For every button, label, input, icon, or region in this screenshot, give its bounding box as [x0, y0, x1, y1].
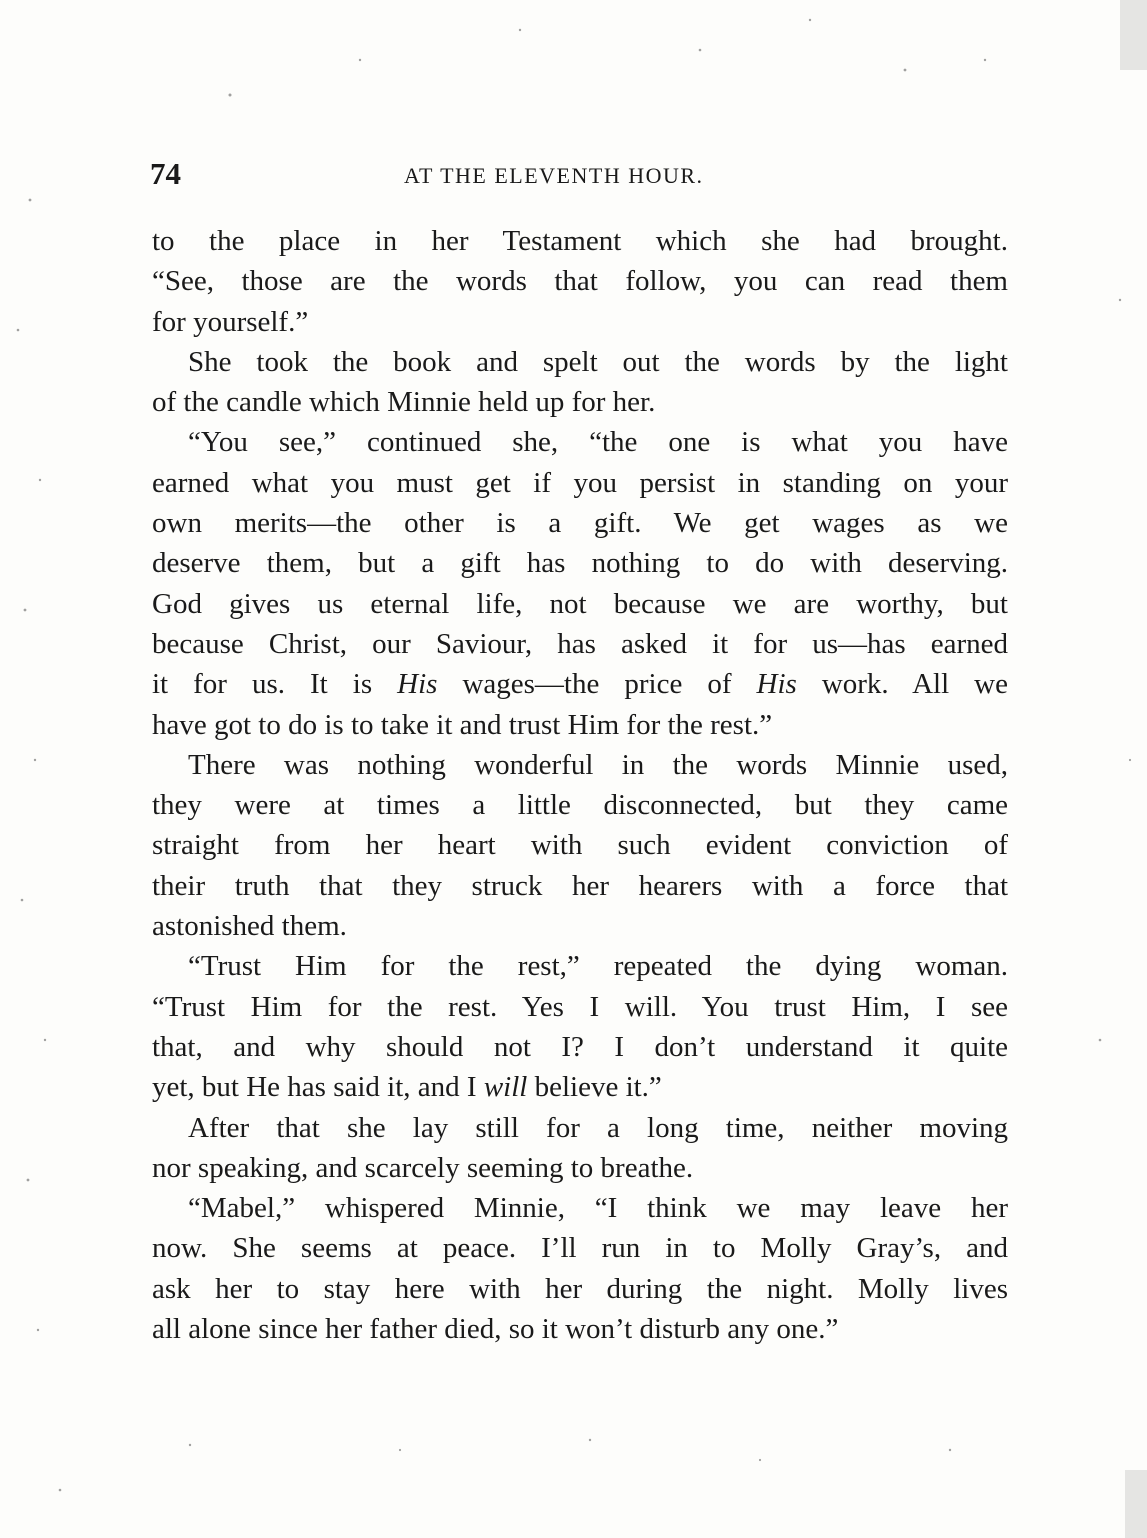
page-number: 74 [150, 156, 181, 191]
text-line [152, 624, 1008, 664]
text-line [152, 221, 1008, 261]
text-run: deserve them, but a gift has nothing to do with deserving. [152, 547, 1008, 580]
text-run: earned what you must get if you persist in standing on your [152, 466, 1008, 499]
text-line [152, 261, 1008, 301]
text-run: all alone since her father died, so it won’t disturb any one.” [152, 1313, 839, 1346]
text-run: “Trust Him for the rest. Yes I will. You trust Him, I see [152, 990, 1008, 1023]
italic-text: will [483, 1071, 528, 1104]
text-run: nor speaking, and scarcely seeming to breathe. [152, 1151, 694, 1184]
text-run: “See, those are the words that follow, you can read them [152, 265, 1008, 298]
text-run: work. All we [796, 668, 1008, 701]
text-line [152, 342, 1008, 382]
text-line [152, 302, 1008, 342]
text-run: astonished them. [152, 910, 347, 943]
paragraph [152, 221, 1008, 342]
paragraph [152, 422, 1008, 744]
text-run: straight from her heart with such evident conviction of [152, 829, 1008, 862]
text-run: There was nothing wonderful in the words Minnie used, [188, 748, 1008, 781]
paragraph [152, 1108, 1008, 1189]
text-line [152, 1108, 1008, 1148]
text-line [152, 987, 1008, 1027]
text-line [152, 1309, 1008, 1349]
text-line [152, 825, 1008, 865]
text-line [152, 664, 1008, 704]
text-run: “You see,” continued she, “the one is what you have [188, 426, 1008, 459]
text-line [152, 705, 1008, 745]
text-run: own merits—the other is a gift. We get wages as we [152, 507, 1008, 540]
paragraph [152, 342, 1008, 423]
text-line [152, 584, 1008, 624]
italic-text: His [756, 668, 797, 701]
text-run: She took the book and spelt out the words by the light [188, 345, 1008, 378]
text-line [152, 422, 1008, 462]
text-run: of the candle which Minnie held up for her. [152, 386, 656, 419]
text-run: After that she lay still for a long time, neither moving [188, 1111, 1008, 1144]
text-run: to the place in her Testament which she had brought. [152, 225, 1008, 257]
paragraph [152, 1188, 1008, 1349]
text-run: God gives us eternal life, not because we are worthy, but [152, 587, 1008, 620]
body-text [152, 221, 1008, 1349]
text-line [152, 906, 1008, 946]
text-run: now. She seems at peace. I’ll run in to Molly Gray’s, and [152, 1232, 1008, 1265]
text-run: their truth that they struck her hearers with a force that [152, 869, 1008, 902]
italic-text: His [397, 668, 438, 701]
text-line [152, 785, 1008, 825]
text-run: they were at times a little disconnected, but they came [152, 789, 1008, 822]
text-line [152, 866, 1008, 906]
text-run: for yourself.” [152, 305, 309, 338]
text-line [152, 946, 1008, 986]
text-run: it for us. It is [152, 668, 398, 701]
text-line [152, 1269, 1008, 1309]
text-line [152, 503, 1008, 543]
paragraph [152, 946, 1008, 1107]
text-line [152, 463, 1008, 503]
text-line [152, 1027, 1008, 1067]
text-line [152, 543, 1008, 583]
text-run: that, and why should not I? I don’t understand it quite [152, 1030, 1008, 1063]
text-run: wages—the price of [437, 668, 757, 701]
text-run: “Trust Him for the rest,” repeated the dying woman. [188, 950, 1008, 983]
text-run: have got to do is to take it and trust Him for the rest.” [152, 708, 773, 741]
text-line [152, 1188, 1008, 1228]
text-run: ask her to stay here with her during the night. Molly lives [152, 1272, 1008, 1305]
text-line [152, 1228, 1008, 1268]
text-line [152, 745, 1008, 785]
text-line [152, 1067, 1008, 1107]
text-line [152, 382, 1008, 422]
text-run: “Mabel,” whispered Minnie, “I think we may leave her [188, 1192, 1008, 1225]
text-run: yet, but He has said it, and I [152, 1071, 484, 1104]
text-run: because Christ, our Saviour, has asked it for us—has earned [152, 627, 1008, 660]
paragraph [152, 745, 1008, 946]
text-run: believe it.” [527, 1071, 662, 1104]
running-title: AT THE ELEVENTH HOUR. [404, 163, 704, 188]
text-line [152, 1148, 1008, 1188]
